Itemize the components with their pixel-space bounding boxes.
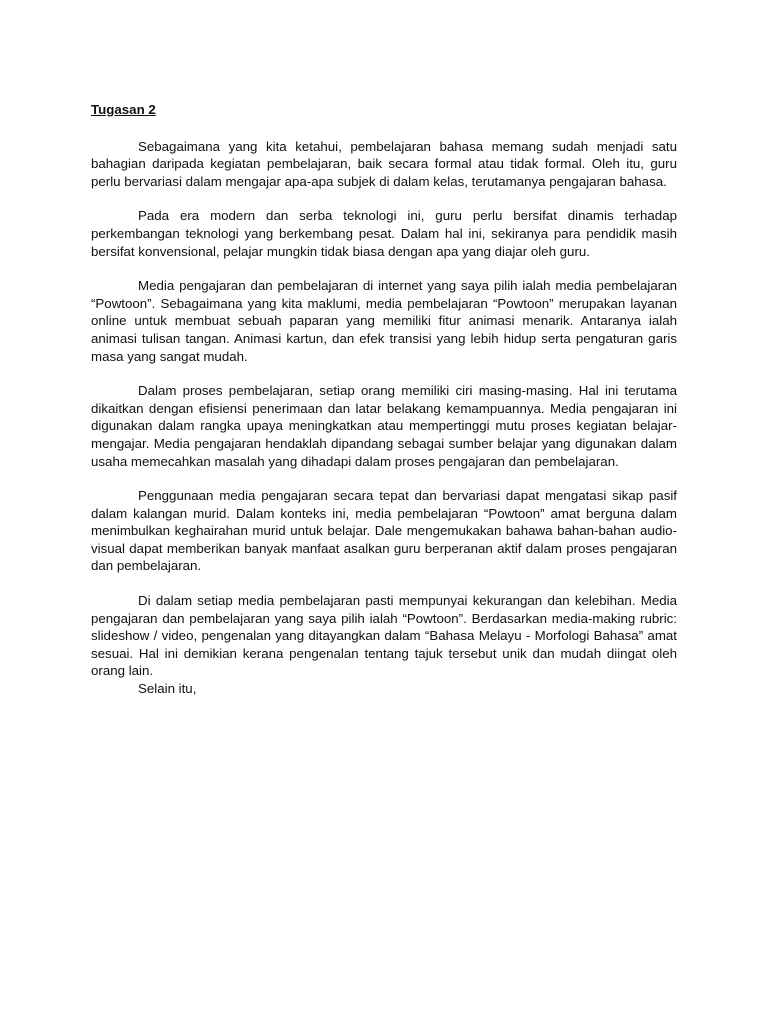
document-title: Tugasan 2: [91, 102, 156, 117]
paragraph-4: Dalam proses pembelajaran, setiap orang memiliki ciri masing-masing. Hal ini terutama dikaitkan dengan efisiensi penerimaan dan latar belakang kemampuannya. Media pengajaran ini digunakan dalam rangka upaya meningkatkan atau mempertinggi mutu proses kegiatan belajar-mengajar. Media pengajaran hendaklah dipandang sebagai sumber belajar yang digunakan dalam usaha memecahkan masalah yang dihadapi dalam proses pengajaran dan pembelajaran.: [91, 383, 677, 469]
paragraph-6: Di dalam setiap media pembelajaran pasti mempunyai kekurangan dan kelebihan. Media pengajaran dan pembelajaran yang saya pilih ialah “Powtoon”. Berdasarkan media-making rubric: slideshow / video, pengenalan yang ditayangkan dalam “Bahasa Melayu - Morfologi Bahasa” amat sesuai. Hal ini demikian kerana pengenalan tentang tajuk tersebut unik dan mudah diingat oleh orang lain.: [91, 593, 677, 679]
paragraph-3: Media pengajaran dan pembelajaran di internet yang saya pilih ialah media pembelajaran “Powtoon”. Sebagaimana yang kita maklumi, media pembelajaran “Powtoon” merupakan layanan online untuk membuat sebuah paparan yang memiliki fitur animasi menarik. Antaranya ialah animasi tulisan tangan. Animasi kartun, dan efek transisi yang lebih hidup serta pengaturan garis masa yang sangat mudah.: [91, 278, 677, 364]
document-body: [91, 101, 677, 698]
closing-line: Selain itu,: [138, 681, 197, 697]
paragraph-1: Sebagaimana yang kita ketahui, pembelajaran bahasa memang sudah menjadi satu bahagian daripada kegiatan pembelajaran, baik secara formal atau tidak formal. Oleh itu, guru perlu bervariasi dalam mengajar apa-apa subjek di dalam kelas, terutamanya pengajaran bahasa.: [91, 138, 677, 189]
paragraph-5: Penggunaan media pengajaran secara tepat dan bervariasi dapat mengatasi sikap pasif dalam kalangan murid. Dalam konteks ini, media pembelajaran “Powtoon” amat berguna dalam menimbulkan keghairahan murid untuk belajar. Dale mengemukakan bahawa bahan-bahan audio-visual dapat memberikan banyak manfaat asalkan guru berperanan aktif dalam proses pengajaran dan pembelajaran.: [91, 488, 677, 574]
paragraph-2: Pada era modern dan serba teknologi ini, guru perlu bersifat dinamis terhadap perkembangan teknologi yang berkembang pesat. Dalam hal ini, sekiranya para pendidik masih bersifat konvensional, pelajar mungkin tidak biasa dengan apa yang diajar oleh guru.: [91, 208, 677, 259]
